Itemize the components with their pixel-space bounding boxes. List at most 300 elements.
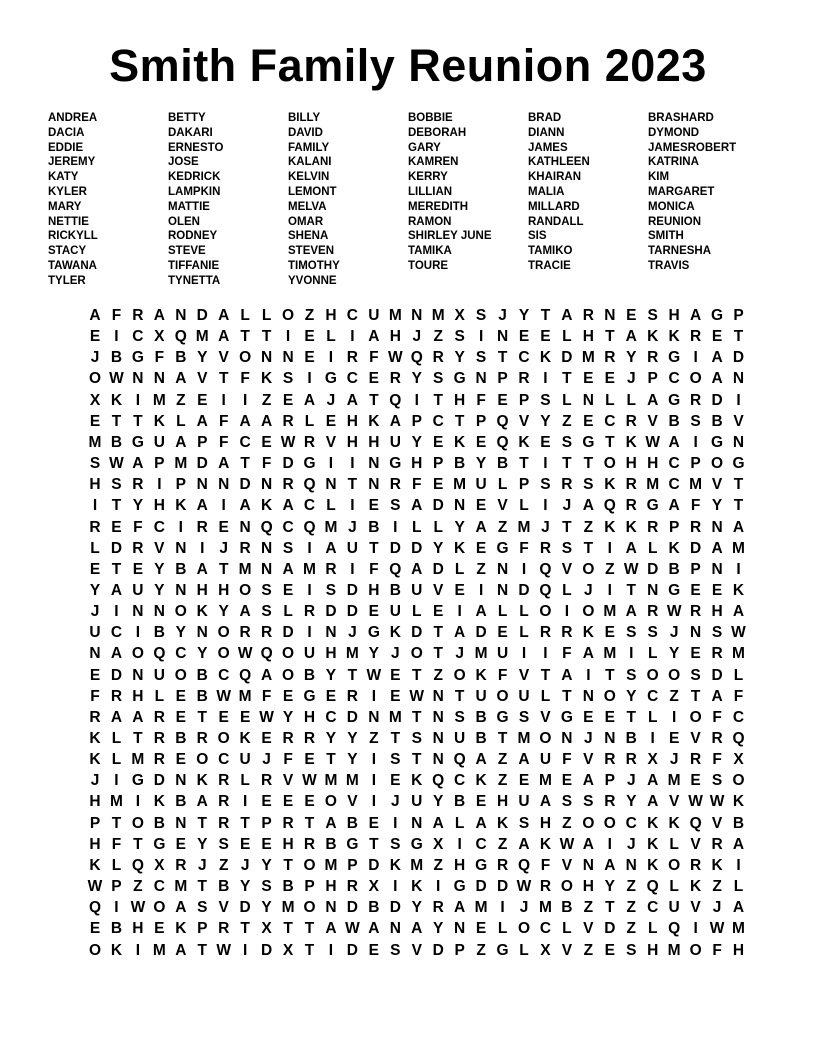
grid-letter: I <box>543 645 548 663</box>
grid-letter: F <box>369 560 379 578</box>
grid-letter: A <box>282 560 294 578</box>
grid-letter: S <box>475 349 487 367</box>
grid-letter: N <box>411 307 423 324</box>
grid-letter: L <box>176 412 186 430</box>
grid-letter: F <box>369 349 379 367</box>
grid-letter: T <box>562 455 572 473</box>
grid-letter: N <box>454 497 466 515</box>
grid-letter: L <box>562 920 572 938</box>
grid-letter: L <box>283 603 293 621</box>
grid-letter: L <box>326 328 336 346</box>
word-list-item: SHENA <box>288 230 329 243</box>
grid-letter: G <box>711 307 724 324</box>
grid-letter: L <box>605 391 615 409</box>
grid-letter: T <box>304 920 315 938</box>
grid-letter: G <box>668 391 681 409</box>
grid-letter: F <box>154 349 165 367</box>
grid-letter: V <box>561 941 573 959</box>
grid-letter: E <box>583 708 594 726</box>
grid-letter: Q <box>174 328 187 346</box>
grid-letter: T <box>519 455 529 473</box>
grid-letter: R <box>196 518 208 536</box>
grid-letter: R <box>132 307 144 324</box>
grid-letter: N <box>647 581 659 599</box>
grid-letter: E <box>111 518 122 536</box>
grid-letter: K <box>196 603 208 621</box>
grid-letter: O <box>668 666 681 684</box>
grid-letter: D <box>411 539 423 557</box>
grid-letter: L <box>154 687 165 705</box>
grid-letter: N <box>325 624 337 642</box>
grid-letter: H <box>89 476 101 494</box>
grid-letter: S <box>411 730 422 747</box>
word-list-item: DYMOND <box>648 126 700 139</box>
grid-letter: D <box>110 539 123 557</box>
grid-letter: Y <box>154 560 165 578</box>
grid-letter: X <box>733 751 744 769</box>
grid-letter: Q <box>732 730 745 747</box>
grid-letter: K <box>732 793 745 811</box>
grid-letter: Q <box>689 814 702 832</box>
grid-letter: G <box>131 349 144 367</box>
word-list-item: KATHLEEN <box>528 156 590 169</box>
grid-letter: C <box>110 624 123 642</box>
grid-letter: Q <box>453 751 466 769</box>
word-list-item: TAWANA <box>48 259 97 272</box>
grid-letter: A <box>475 751 487 769</box>
grid-letter: W <box>130 899 146 917</box>
grid-letter: A <box>282 497 294 515</box>
grid-letter: B <box>282 878 294 896</box>
grid-letter: W <box>709 793 725 811</box>
grid-letter: R <box>218 920 230 938</box>
grid-letter: R <box>604 349 616 367</box>
grid-letter: C <box>218 666 230 684</box>
grid-letter: G <box>389 455 402 473</box>
word-list-item: MATTIE <box>168 200 210 213</box>
grid-letter: O <box>239 581 252 599</box>
grid-letter: D <box>518 581 530 599</box>
grid-letter: C <box>303 497 316 515</box>
grid-letter: T <box>240 814 250 832</box>
grid-letter: S <box>433 370 444 388</box>
grid-letter: A <box>132 455 144 473</box>
grid-letter: L <box>647 920 658 938</box>
grid-letter: L <box>669 835 679 853</box>
grid-letter: M <box>281 899 295 917</box>
grid-letter: M <box>238 687 252 705</box>
grid-letter: W <box>259 708 274 726</box>
grid-letter: M <box>581 349 595 367</box>
grid-letter: A <box>711 687 723 705</box>
grid-letter: E <box>690 645 701 663</box>
grid-letter: B <box>475 730 487 747</box>
grid-letter: A <box>561 666 573 684</box>
grid-letter: T <box>412 666 422 684</box>
grid-letter: S <box>390 941 401 959</box>
grid-letter: E <box>282 793 294 811</box>
grid-letter: N <box>432 730 444 747</box>
grid-letter: O <box>196 751 209 769</box>
grid-letter: L <box>647 539 658 557</box>
grid-letter: P <box>89 814 101 832</box>
grid-letter: F <box>412 476 422 494</box>
word-list-item: YVONNE <box>288 274 337 287</box>
grid-letter: E <box>390 687 401 705</box>
grid-letter: R <box>196 730 208 747</box>
grid-letter: P <box>518 476 530 494</box>
grid-letter: M <box>345 772 359 790</box>
grid-letter: L <box>733 878 744 896</box>
grid-letter: U <box>239 751 251 769</box>
grid-letter: E <box>368 497 380 515</box>
grid-letter: F <box>283 751 293 769</box>
grid-letter: E <box>433 603 444 621</box>
grid-letter: A <box>582 497 594 515</box>
grid-letter: R <box>132 476 144 494</box>
grid-letter: T <box>240 920 250 938</box>
grid-letter: D <box>475 624 487 642</box>
grid-letter: K <box>539 349 552 367</box>
grid-letter: I <box>414 391 419 409</box>
grid-letter: G <box>668 349 681 367</box>
grid-letter: M <box>732 539 745 557</box>
grid-letter: J <box>197 856 207 874</box>
grid-letter: K <box>689 878 702 896</box>
grid-letter: R <box>711 645 723 663</box>
grid-letter: X <box>89 391 101 409</box>
grid-letter: A <box>196 560 208 578</box>
word-list-item: KELVIN <box>288 171 330 184</box>
grid-letter: B <box>175 349 187 367</box>
grid-letter: O <box>603 455 616 473</box>
grid-letter: C <box>668 455 680 473</box>
grid-letter: R <box>647 603 659 621</box>
grid-letter: A <box>89 307 101 324</box>
grid-letter: O <box>88 941 102 959</box>
grid-letter: O <box>282 307 295 324</box>
grid-letter: N <box>153 370 165 388</box>
grid-letter: E <box>497 391 508 409</box>
word-list-item: RICKYLL <box>48 230 98 243</box>
grid-letter: G <box>303 455 316 473</box>
grid-letter: P <box>647 370 658 388</box>
grid-letter: S <box>711 772 723 790</box>
grid-letter: M <box>324 518 338 536</box>
grid-letter: K <box>260 370 273 388</box>
grid-letter: W <box>387 349 403 367</box>
grid-letter: M <box>195 328 209 346</box>
grid-row <box>85 728 745 749</box>
grid-letter: E <box>325 687 337 705</box>
grid-letter: J <box>455 645 464 663</box>
grid-letter: X <box>540 941 551 959</box>
grid-letter: O <box>453 666 466 684</box>
grid-letter: I <box>114 328 119 346</box>
grid-letter: U <box>389 433 401 451</box>
grid-letter: U <box>89 624 101 642</box>
grid-letter: F <box>690 497 701 515</box>
grid-letter: Y <box>433 793 444 811</box>
grid-letter: Q <box>303 476 316 494</box>
grid-letter: H <box>218 581 230 599</box>
grid-letter: E <box>154 920 165 938</box>
word-list-item: TYNETTA <box>168 274 221 287</box>
grid-letter: T <box>690 687 701 705</box>
grid-letter: I <box>478 581 484 599</box>
grid-letter: K <box>153 793 165 811</box>
word-list-item: FAMILY <box>288 141 330 154</box>
word-list-item: TARNESHA <box>648 245 712 258</box>
grid-letter: Y <box>239 878 251 896</box>
grid-letter: J <box>669 751 679 769</box>
grid-letter: N <box>196 624 208 642</box>
grid-letter: I <box>564 603 570 621</box>
grid-letter: A <box>561 307 573 324</box>
grid-letter: R <box>689 856 702 874</box>
grid-row <box>85 601 745 622</box>
word-list-item: TOURE <box>408 259 449 272</box>
grid-letter: T <box>197 814 207 832</box>
grid-letter: X <box>154 328 165 346</box>
grid-letter: J <box>584 581 593 599</box>
grid-letter: O <box>217 730 230 747</box>
grid-letter: A <box>454 624 466 642</box>
grid-letter: Y <box>197 835 208 853</box>
grid-letter: T <box>733 497 744 515</box>
grid-letter: G <box>367 624 380 642</box>
grid-letter: I <box>478 328 484 346</box>
word-list-item: SHIRLEY JUNE <box>408 230 492 243</box>
grid-letter: O <box>668 856 681 874</box>
grid-letter: K <box>496 814 509 832</box>
grid-letter: S <box>518 708 530 726</box>
grid-letter: I <box>736 391 741 409</box>
grid-letter: M <box>732 645 745 663</box>
grid-letter: V <box>583 920 594 938</box>
grid-letter: L <box>261 307 272 324</box>
word-list-item: RANDALL <box>528 215 584 228</box>
grid-letter: O <box>239 349 252 367</box>
grid-letter: C <box>475 835 487 853</box>
grid-letter: W <box>109 370 124 388</box>
grid-letter: R <box>153 708 165 726</box>
grid-letter: W <box>216 687 231 705</box>
grid-letter: N <box>432 708 444 726</box>
grid-letter: S <box>690 412 701 430</box>
grid-letter: T <box>562 518 572 536</box>
grid-letter: J <box>626 370 636 388</box>
grid-row <box>85 432 745 453</box>
grid-letter: R <box>218 772 230 790</box>
grid-letter: F <box>218 412 229 430</box>
grid-letter: Z <box>626 920 636 938</box>
grid-letter: L <box>111 751 122 769</box>
grid-letter: K <box>647 856 659 874</box>
grid-letter: U <box>454 730 466 747</box>
grid-letter: A <box>175 370 187 388</box>
grid-letter: Z <box>261 391 272 409</box>
grid-letter: W <box>302 772 317 790</box>
grid-row <box>85 686 744 707</box>
grid-letter: K <box>647 328 659 346</box>
grid-letter: N <box>260 539 273 557</box>
grid-letter: G <box>131 433 144 451</box>
grid-letter: S <box>454 708 465 726</box>
grid-letter: J <box>498 307 507 324</box>
grid-letter: M <box>388 307 402 324</box>
grid-letter: T <box>111 412 122 430</box>
grid-letter: L <box>519 624 529 642</box>
grid-letter: J <box>262 751 271 769</box>
grid-letter: X <box>647 751 658 769</box>
grid-letter: H <box>539 814 552 832</box>
grid-letter: K <box>368 412 380 430</box>
grid-letter: P <box>111 878 122 896</box>
grid-letter: L <box>497 920 508 938</box>
grid-letter: E <box>239 708 251 726</box>
grid-letter: I <box>543 370 548 388</box>
grid-letter: Q <box>239 666 252 684</box>
grid-letter: X <box>454 307 465 324</box>
grid-letter: Z <box>369 730 379 747</box>
grid-letter: N <box>132 370 144 388</box>
grid-row <box>85 580 745 601</box>
grid-letter: S <box>518 814 530 832</box>
grid-letter: R <box>604 751 616 769</box>
grid-letter: C <box>153 518 165 536</box>
grid-letter: H <box>647 941 659 959</box>
grid-letter: Y <box>325 730 337 747</box>
grid-row <box>85 918 745 939</box>
grid-letter: R <box>539 539 552 557</box>
grid-letter: D <box>432 941 444 959</box>
grid-letter: F <box>562 751 572 769</box>
grid-letter: L <box>111 730 122 747</box>
grid-letter: W <box>731 624 746 642</box>
grid-letter: E <box>368 603 380 621</box>
grid-letter: Y <box>218 603 229 621</box>
grid-letter: O <box>711 455 724 473</box>
grid-letter: K <box>89 856 101 874</box>
grid-letter: S <box>647 624 658 642</box>
grid-letter: P <box>411 412 422 430</box>
grid-row <box>85 770 745 791</box>
grid-letter: L <box>647 708 658 726</box>
grid-letter: Y <box>711 497 723 515</box>
grid-letter: I <box>350 455 355 473</box>
grid-letter: H <box>325 878 337 896</box>
grid-letter: L <box>733 666 744 684</box>
grid-letter: F <box>476 391 486 409</box>
word-list-item: MARGARET <box>648 185 715 198</box>
grid-letter: H <box>89 835 101 853</box>
grid-letter: H <box>132 687 144 705</box>
grid-letter: V <box>561 560 573 578</box>
grid-letter: M <box>732 920 745 938</box>
grid-letter: Z <box>433 328 443 346</box>
grid-letter: A <box>432 814 444 832</box>
grid-letter: F <box>712 708 722 726</box>
grid-letter: T <box>240 328 250 346</box>
puzzle-grid <box>85 305 746 965</box>
grid-letter: Y <box>411 370 422 388</box>
grid-letter: R <box>432 349 444 367</box>
grid-letter: K <box>647 814 659 832</box>
grid-letter: H <box>582 328 594 346</box>
word-list-item: MILLARD <box>528 200 580 213</box>
grid-letter: D <box>196 307 208 324</box>
grid-letter: M <box>174 455 188 473</box>
grid-letter: N <box>411 814 423 832</box>
word-list-item: SIS <box>528 230 547 243</box>
grid-letter: V <box>711 814 723 832</box>
grid-letter: S <box>561 539 573 557</box>
grid-letter: E <box>218 708 229 726</box>
grid-letter: I <box>671 708 677 726</box>
grid-letter: K <box>604 518 616 536</box>
grid-letter: B <box>496 455 509 473</box>
grid-letter: V <box>197 370 208 388</box>
grid-letter: Y <box>282 708 294 726</box>
grid-letter: E <box>89 920 101 938</box>
grid-letter: B <box>668 560 680 578</box>
grid-letter: E <box>604 370 615 388</box>
grid-letter: W <box>237 645 253 663</box>
grid-letter: E <box>518 772 530 790</box>
grid-letter: J <box>541 518 550 536</box>
grid-letter: W <box>366 666 382 684</box>
grid-letter: K <box>604 476 616 494</box>
grid-letter: N <box>239 518 251 536</box>
word-list-item: KEDRICK <box>168 171 221 184</box>
grid-letter: K <box>110 941 123 959</box>
grid-letter: H <box>454 856 466 874</box>
word-list-item: TIMOTHY <box>288 259 340 272</box>
grid-letter: N <box>711 560 723 578</box>
word-list-item: TRAVIS <box>648 259 690 272</box>
grid-letter: T <box>347 476 358 494</box>
grid-letter: A <box>582 772 594 790</box>
grid-letter: T <box>540 666 551 684</box>
grid-letter: I <box>135 793 141 811</box>
grid-letter: B <box>475 708 487 726</box>
grid-letter: A <box>325 814 337 832</box>
grid-letter: R <box>303 433 316 451</box>
grid-letter: R <box>218 793 230 811</box>
grid-letter: L <box>326 497 336 515</box>
grid-letter: W <box>645 433 660 451</box>
grid-letter: G <box>582 433 595 451</box>
grid-letter: P <box>690 455 701 473</box>
grid-letter: A <box>218 455 230 473</box>
grid-letter: L <box>647 645 658 663</box>
grid-letter: G <box>131 772 144 790</box>
grid-letter: F <box>240 370 250 388</box>
grid-letter: N <box>432 687 444 705</box>
grid-letter: T <box>197 878 207 896</box>
grid-letter: Y <box>175 624 186 642</box>
grid-letter: Y <box>347 751 358 769</box>
grid-letter: K <box>732 581 745 599</box>
grid-letter: A <box>518 835 530 853</box>
grid-letter: P <box>668 518 680 536</box>
grid-letter: C <box>604 412 616 430</box>
grid-letter: I <box>607 835 612 853</box>
grid-letter: Z <box>476 941 486 959</box>
grid-row <box>85 791 745 812</box>
grid-letter: E <box>368 370 380 388</box>
